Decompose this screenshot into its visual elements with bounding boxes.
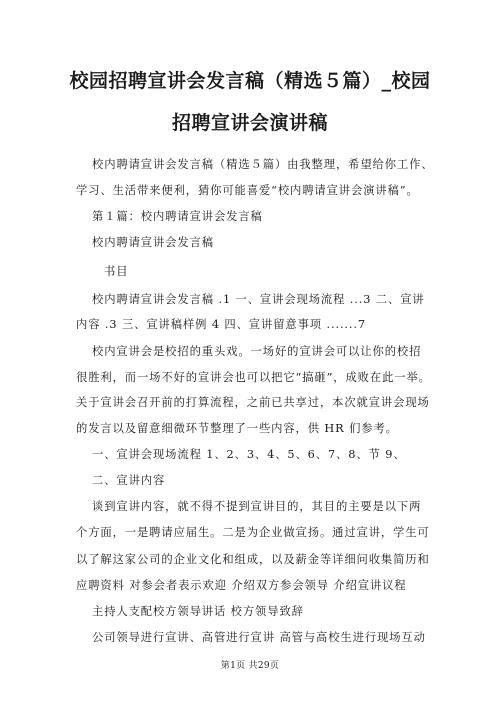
subheading: 校内聘请宣讲会发言稿 <box>92 236 214 249</box>
document-title-line-2: 招聘宣讲会演讲稿 <box>171 112 328 134</box>
body-paragraph-line: 个方面，一是聘请应届生。二是为企业做宣扬。通过宣讲，学生可 <box>76 526 430 539</box>
body-paragraph-line: 很胜利，而一场不好的宣讲会也可以把它“搞砸”，成败在此一举。 <box>76 371 431 384</box>
body-paragraph-line: 关于宣讲会召开前的打算流程，之前已共享过，本次就宣讲会现场 <box>76 396 430 409</box>
section-heading: 第１篇：校内聘请宣讲会发言稿 <box>92 210 263 223</box>
toc-line: 内容 .3 三、宣讲稿样例 4 四、宣讲留意事项 .......7 <box>76 318 366 331</box>
section-heading: 二、宣讲内容 <box>92 474 166 487</box>
page-number-footer: 第1页 共29页 <box>220 661 280 671</box>
body-paragraph-line: 以了解这家公司的企业文化和组成，以及薪金等详细问收集简历和 <box>76 553 430 566</box>
body-paragraph-line: 谈到宣讲内容，就不得不提到宣讲目的，其目的主要是以下两 <box>92 500 422 513</box>
intro-paragraph-line: 校内聘请宣讲会发言稿（精选５篇）由我整理，希望给你工作、 <box>92 158 434 171</box>
intro-paragraph-line: 学习、生活带来便利，猜你可能喜爱“校内聘请宣讲会演讲稿”。 <box>76 184 419 197</box>
section-heading: 一、宣讲会现场流程 1、2、3、4、5、6、7、8、节 9、 <box>92 448 406 461</box>
document-title-line-1: 校园招聘宣讲会发言稿（精选５篇）_校园 <box>69 70 431 92</box>
body-paragraph-line: 校内宣讲会是校招的重头戏。一场好的宣讲会可以让你的校招 <box>92 345 422 358</box>
body-paragraph-line: 主持人支配校方领导讲话 校方领导致辞 <box>92 605 304 618</box>
body-paragraph-line: 公司领导进行宣讲、高管进行宣讲 高管与高校生进行现场互动 <box>92 631 426 644</box>
toc-line: 校内聘请宣讲会发言稿 .1 一、宣讲会现场流程 ...3 二、宣讲 <box>92 293 425 306</box>
toc-heading: 书目 <box>104 265 129 278</box>
body-paragraph-line: 的发言以及留意细微环节整理了一些内容，供 HR 们参考。 <box>76 422 398 435</box>
body-paragraph-line: 应聘资料 对参会者表示欢迎 介绍双方参会领导 介绍宣讲议程 <box>76 579 407 592</box>
